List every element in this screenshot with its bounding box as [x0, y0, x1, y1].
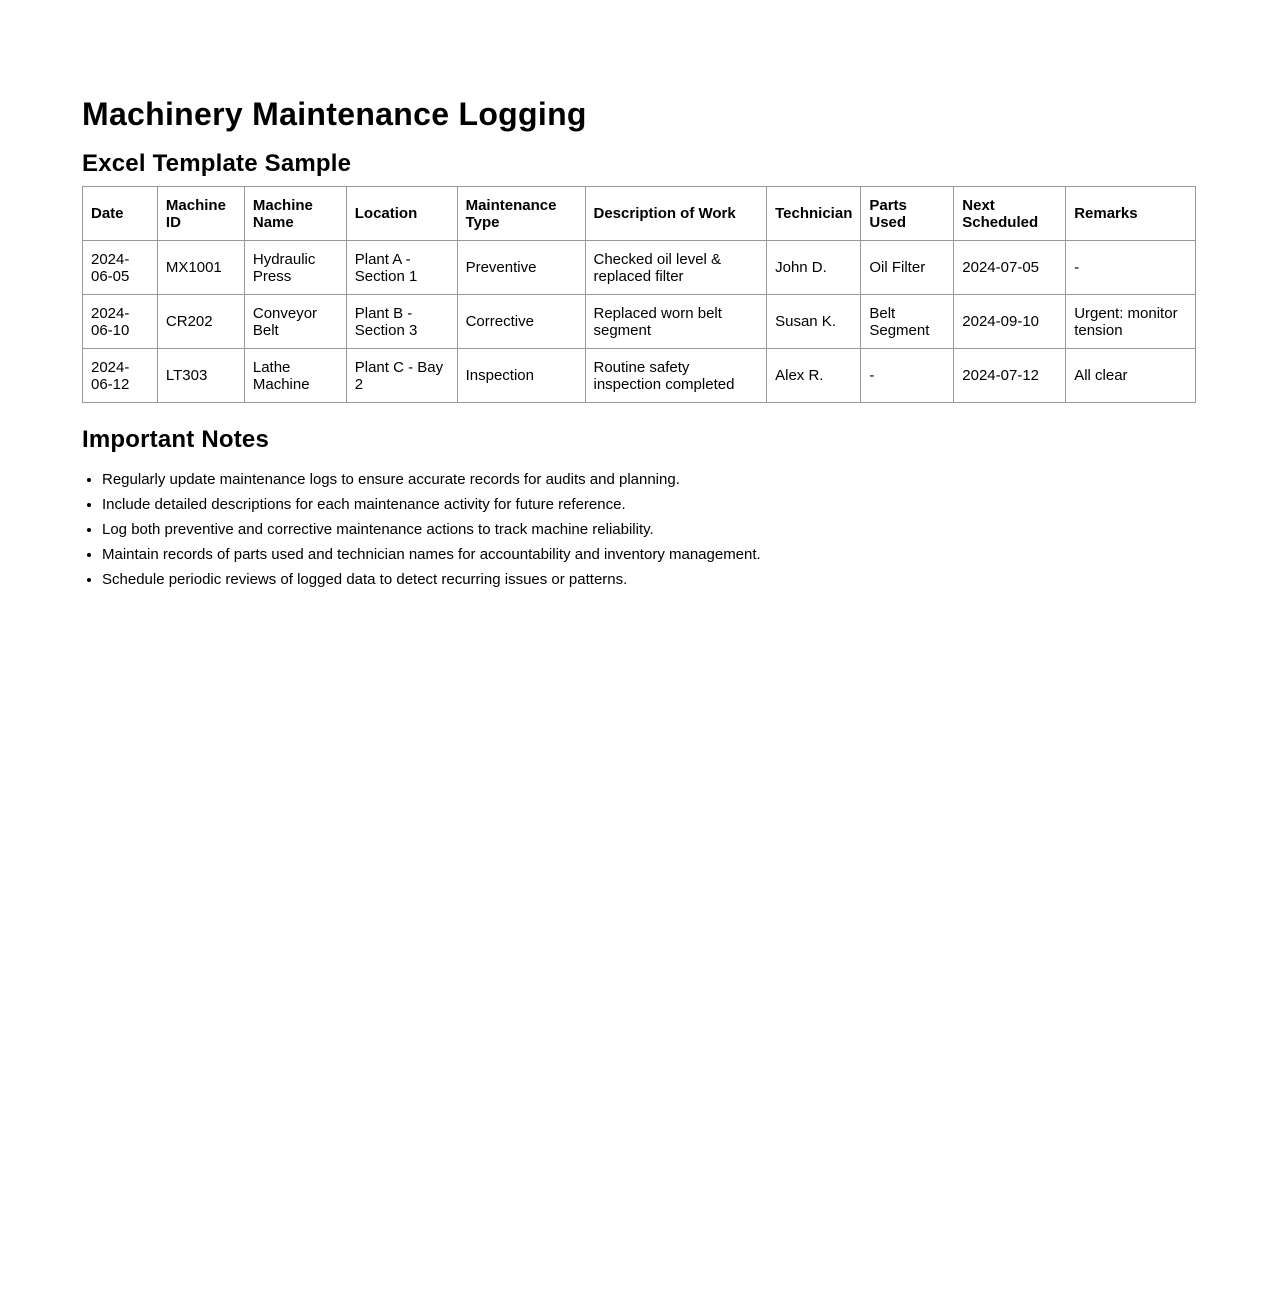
- cell-date: 2024-06-05: [83, 241, 158, 295]
- column-header-next-scheduled: Next Scheduled: [954, 187, 1066, 241]
- cell-location: Plant C - Bay 2: [346, 349, 457, 403]
- column-header-machine-name: Machine Name: [244, 187, 346, 241]
- cell-maintenance-type: Preventive: [457, 241, 585, 295]
- maintenance-log-table: [82, 186, 1196, 403]
- cell-technician: Alex R.: [767, 349, 861, 403]
- cell-next-scheduled: 2024-07-12: [954, 349, 1066, 403]
- column-header-date: Date: [83, 187, 158, 241]
- list-item: • Log both preventive and corrective maintenance actions to track machine reliability.: [102, 521, 1196, 538]
- cell-maintenance-type: Corrective: [457, 295, 585, 349]
- list-item: • Schedule periodic reviews of logged data to detect recurring issues or patterns.: [102, 571, 1196, 588]
- cell-description: Routine safety inspection completed: [585, 349, 767, 403]
- column-header-technician: Technician: [767, 187, 861, 241]
- column-header-parts-used: Parts Used: [861, 187, 954, 241]
- cell-parts-used: -: [861, 349, 954, 403]
- cell-description: Replaced worn belt segment: [585, 295, 767, 349]
- cell-machine-name: Conveyor Belt: [244, 295, 346, 349]
- page-subtitle: Excel Template Sample: [82, 150, 352, 177]
- table-row: [83, 241, 1196, 295]
- list-item: • Maintain records of parts used and technician names for accountability and inventory management.: [102, 546, 1196, 563]
- column-header-location: Location: [346, 187, 457, 241]
- table-header-row: [83, 187, 1196, 241]
- cell-machine-id: LT303: [157, 349, 244, 403]
- cell-location: Plant B - Section 3: [346, 295, 457, 349]
- cell-machine-name: Lathe Machine: [244, 349, 346, 403]
- cell-parts-used: Oil Filter: [861, 241, 954, 295]
- cell-location: Plant A - Section 1: [346, 241, 457, 295]
- notes-list: [82, 471, 1196, 588]
- cell-machine-name: Hydraulic Press: [244, 241, 346, 295]
- table-row: [83, 349, 1196, 403]
- cell-remarks: -: [1066, 241, 1196, 295]
- column-header-description: Description of Work: [585, 187, 767, 241]
- column-header-remarks: Remarks: [1066, 187, 1196, 241]
- cell-remarks: Urgent: monitor tension: [1066, 295, 1196, 349]
- table-row: [83, 295, 1196, 349]
- cell-next-scheduled: 2024-07-05: [954, 241, 1066, 295]
- cell-date: 2024-06-10: [83, 295, 158, 349]
- cell-machine-id: CR202: [157, 295, 244, 349]
- column-header-machine-id: Machine ID: [157, 187, 244, 241]
- list-item: • Include detailed descriptions for each maintenance activity for future reference.: [102, 496, 1196, 513]
- cell-remarks: All clear: [1066, 349, 1196, 403]
- page-title: Machinery Maintenance Logging: [82, 96, 587, 132]
- list-item: • Regularly update maintenance logs to ensure accurate records for audits and planning.: [102, 471, 1196, 488]
- cell-description: Checked oil level & replaced filter: [585, 241, 767, 295]
- cell-next-scheduled: 2024-09-10: [954, 295, 1066, 349]
- column-header-maintenance-type: Maintenance Type: [457, 187, 585, 241]
- cell-technician: John D.: [767, 241, 861, 295]
- cell-parts-used: Belt Segment: [861, 295, 954, 349]
- cell-date: 2024-06-12: [83, 349, 158, 403]
- cell-technician: Susan K.: [767, 295, 861, 349]
- cell-machine-id: MX1001: [157, 241, 244, 295]
- page: [0, 0, 1278, 588]
- notes-title: Important Notes: [82, 426, 270, 453]
- cell-maintenance-type: Inspection: [457, 349, 585, 403]
